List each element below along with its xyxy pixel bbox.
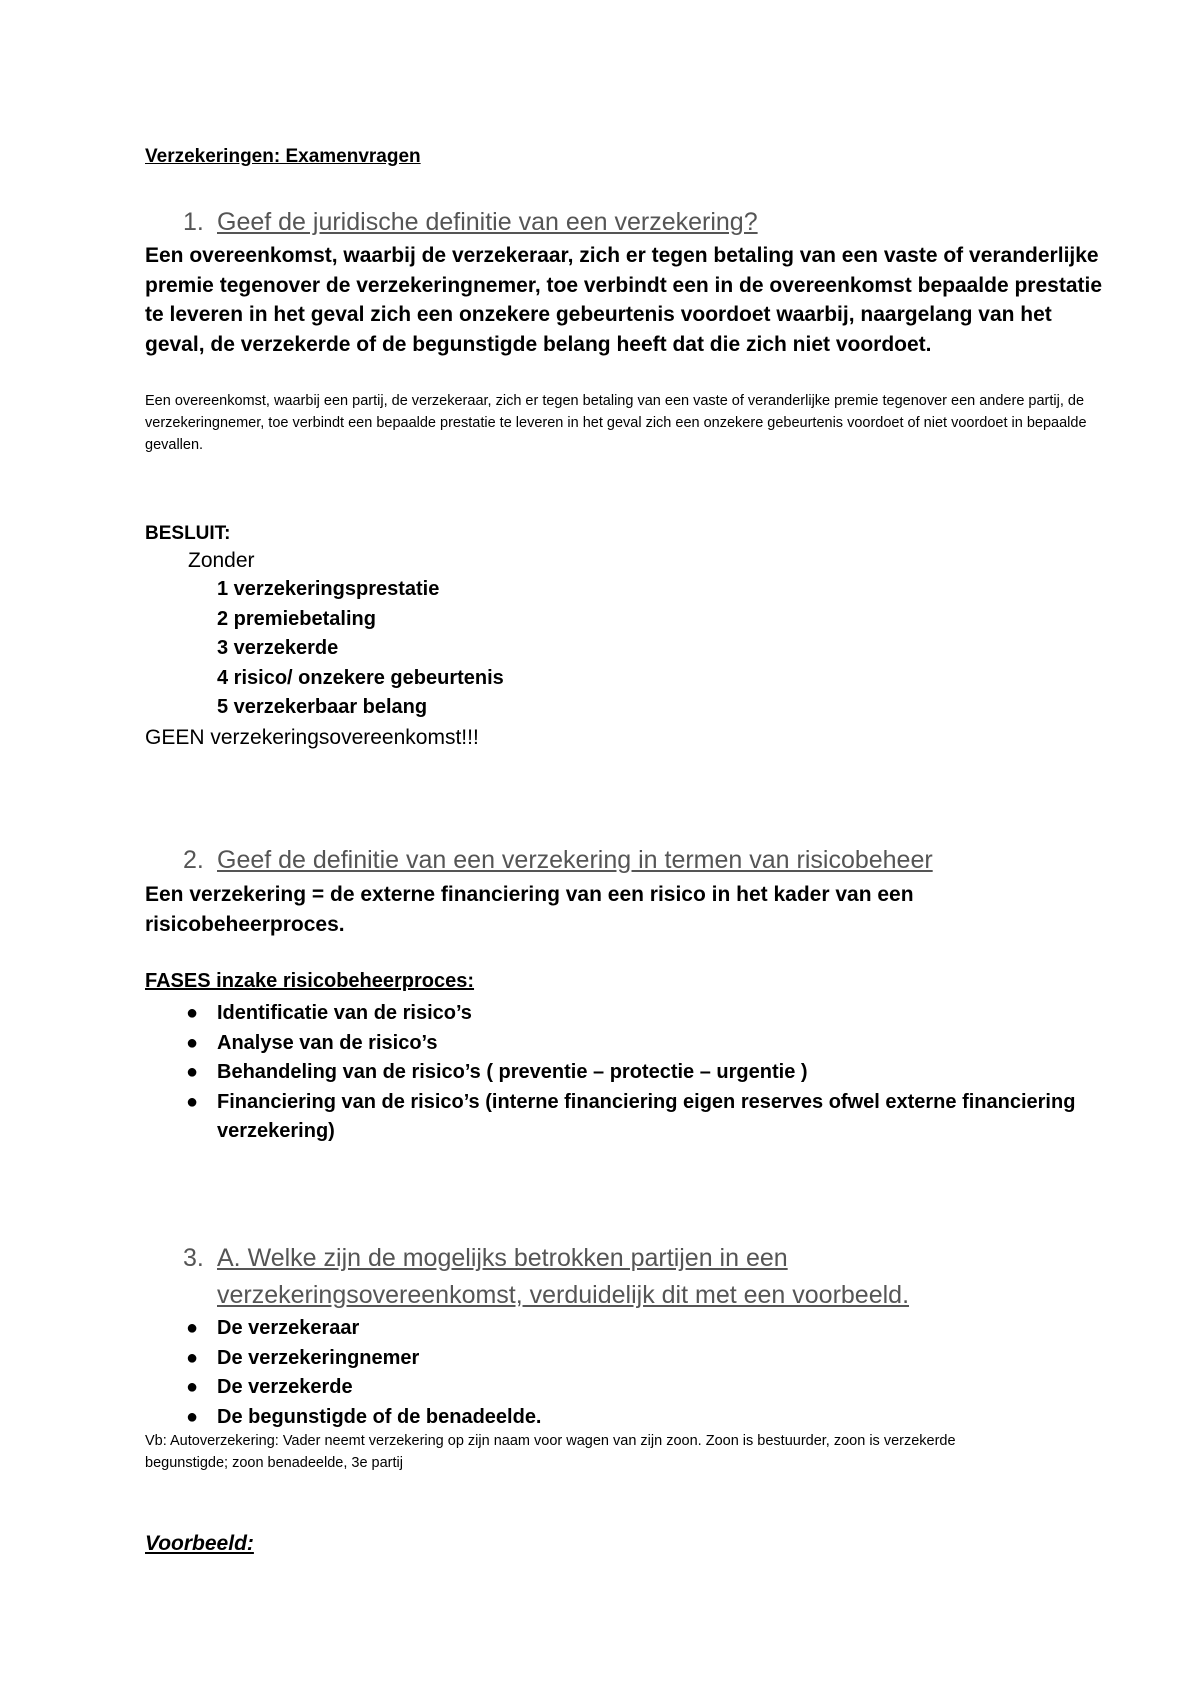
- list-item: ● De verzekeraar: [217, 1314, 1097, 1344]
- document-title: Verzekeringen: Examenvragen: [145, 146, 421, 167]
- fases-label: FASES inzake risicobeheerproces:: [145, 970, 475, 992]
- list-item: ● Analyse van de risico’s: [217, 1029, 1097, 1059]
- fases-list: [186, 999, 1097, 1147]
- question-3-text-line1: A. Welke zijn de mogelijks betrokken partijen in een: [217, 1244, 788, 1272]
- question-2-answer: Een verzekering = de externe financiering van een risico in het kader van een risicobeheerproces.: [145, 883, 914, 936]
- question-1-number: 1.: [183, 208, 204, 236]
- question-2-number: 2.: [183, 846, 204, 874]
- voorbeeld-label: Voorbeeld:: [145, 1532, 254, 1555]
- bullet-icon: ●: [186, 1376, 199, 1398]
- bullet-icon: ●: [186, 1031, 199, 1054]
- bullet-icon: ●: [186, 1405, 199, 1428]
- question-2-heading: [183, 846, 933, 875]
- list-item: ● De verzekerde: [217, 1373, 1097, 1403]
- requirements-list: [217, 575, 504, 723]
- question-3-number: 3.: [183, 1244, 204, 1272]
- list-item: 5 verzekerbaar belang: [217, 696, 428, 718]
- question-1-heading: [183, 208, 758, 237]
- list-item: 2 premiebetaling: [217, 607, 376, 630]
- conclusion-text: GEEN verzekeringsovereenkomst!!!: [145, 726, 479, 749]
- bullet-icon: ●: [186, 1317, 199, 1339]
- list-item: 4 risico/ onzekere gebeurtenis: [217, 666, 504, 689]
- list-item: ● Identificatie van de risico’s: [217, 999, 1097, 1029]
- list-item: 3 verzekerde: [217, 637, 339, 659]
- example-text: Vb: Autoverzekering: Vader neemt verzekering op zijn naam voor wagen van zijn zoon. Zoon is bestuurder, zoon is verzekerde begunstigde; zoon benadeelde, 3e partij: [145, 1433, 956, 1471]
- list-item: 1 verzekeringsprestatie: [217, 578, 440, 600]
- question-3-text-line2: verzekeringsovereenkomst, verduidelijk dit met een voorbeeld.: [217, 1281, 910, 1309]
- zonder-label: Zonder: [188, 549, 255, 572]
- list-item: ● De begunstigde of de benadeelde.: [217, 1403, 1097, 1433]
- question-1-text: Geef de juridische definitie van een verzekering?: [217, 208, 758, 236]
- list-item: ● De verzekeringnemer: [217, 1344, 1097, 1374]
- bullet-icon: ●: [186, 1061, 199, 1083]
- parties-list: [186, 1314, 1097, 1432]
- question-1-note: Een overeenkomst, waarbij een partij, de verzekeraar, zich er tegen betaling van een vaste of veranderlijke premie tegenover een andere partij, de verzekeringnemer, toe verbindt een bepaalde prestatie te leveren in het geval zich een onzekere gebeurtenis voordoet of niet voordoet in bepaalde gevallen.: [145, 393, 1087, 453]
- question-3-heading: [183, 1240, 909, 1314]
- bullet-icon: ●: [186, 1002, 199, 1024]
- list-item: ● Behandeling van de risico’s ( preventie – protectie – urgentie ): [217, 1058, 1097, 1088]
- question-1-answer: Een overeenkomst, waarbij de verzekeraar, zich er tegen betaling van een vaste of veranderlijke premie tegenover de verzekeringnemer, toe verbindt een in de overeenkomst bepaalde prestatie te leveren in het geval zich een onzekere gebeurtenis voordoet waarbij, naargelang van het geval, de verzekerde of de begunstigde belang heeft dat die zich niet voordoet.: [145, 244, 1103, 356]
- bullet-icon: ●: [186, 1090, 199, 1113]
- bullet-icon: ●: [186, 1346, 199, 1369]
- list-item: ● Financiering van de risico’s (interne financiering eigen reserves ofwel externe financiering verzekering): [217, 1088, 1097, 1147]
- question-2-text: Geef de definitie van een verzekering in termen van risicobeheer: [217, 846, 933, 874]
- besluit-label: BESLUIT:: [145, 523, 231, 544]
